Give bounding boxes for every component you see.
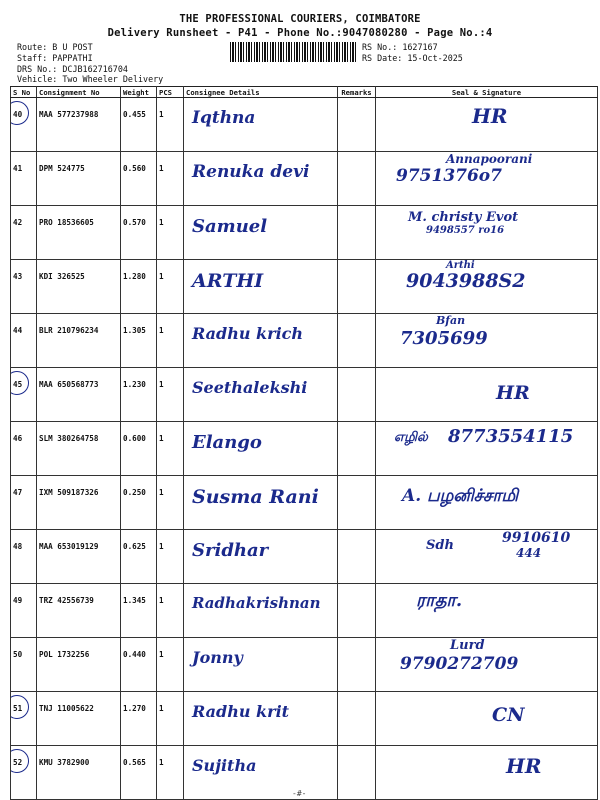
- pcs-cell: 1: [157, 476, 184, 530]
- pcs-cell: 1: [157, 746, 184, 800]
- remarks-cell: [338, 476, 376, 530]
- weight-cell: 0.565: [121, 746, 157, 800]
- consignment-number-cell: MAA 653019129: [37, 530, 121, 584]
- circled-serial-mark: [11, 749, 30, 773]
- consignee-signature-cell: [184, 530, 338, 584]
- weight-cell: 0.250: [121, 476, 157, 530]
- pcs-cell: 1: [157, 422, 184, 476]
- weight-cell: 0.455: [121, 98, 157, 152]
- table-row: [11, 206, 598, 260]
- consignee-handwriting: Jonny: [192, 648, 243, 667]
- table-row: [11, 314, 598, 368]
- seal-handwriting: 9910610: [502, 530, 571, 546]
- table-row: [11, 98, 598, 152]
- consignee-handwriting: Renuka devi: [192, 162, 310, 182]
- remarks-cell: [338, 692, 376, 746]
- table-row: [11, 260, 598, 314]
- remarks-cell: [338, 98, 376, 152]
- consignee-signature-cell: [184, 152, 338, 206]
- consignee-handwriting: Radhakrishnan: [192, 594, 321, 612]
- consignee-handwriting: Seethalekshi: [192, 378, 308, 397]
- pcs-cell: 1: [157, 638, 184, 692]
- consignment-number-cell: TRZ 42556739: [37, 584, 121, 638]
- table-row: [11, 476, 598, 530]
- serial-number-cell: 41: [11, 152, 37, 206]
- consignee-handwriting: Sujitha: [192, 756, 257, 775]
- remarks-cell: [338, 260, 376, 314]
- remarks-cell: [338, 530, 376, 584]
- col-pcs: PCS: [157, 87, 184, 98]
- consignee-handwriting: Elango: [192, 432, 262, 453]
- vehicle-label: Vehicle: Two Wheeler Delivery: [17, 74, 164, 84]
- weight-cell: 1.345: [121, 584, 157, 638]
- seal-signature-cell: [376, 368, 598, 422]
- weight-cell: 0.560: [121, 152, 157, 206]
- pcs-cell: 1: [157, 584, 184, 638]
- seal-handwriting: 444: [516, 546, 542, 560]
- consignee-signature-cell: [184, 260, 338, 314]
- consignee-handwriting: Radhu krit: [192, 702, 290, 721]
- rs-date: RS Date: 15-Oct-2025: [362, 53, 463, 63]
- remarks-cell: [338, 584, 376, 638]
- consignee-handwriting: Iqthna: [192, 108, 256, 128]
- table-row: [11, 638, 598, 692]
- seal-handwriting: M. christy Evot: [408, 210, 519, 225]
- circled-serial-mark: [11, 371, 30, 395]
- consignee-handwriting: Radhu krich: [192, 324, 304, 343]
- seal-handwriting: A. பழனிச்சாமி: [402, 486, 519, 506]
- table-header-row: [11, 87, 598, 98]
- consignee-signature-cell: [184, 368, 338, 422]
- serial-number-cell: 44: [11, 314, 37, 368]
- table-row: [11, 422, 598, 476]
- seal-handwriting: 9043988S2: [406, 270, 526, 292]
- serial-number-cell: 43: [11, 260, 37, 314]
- drs-number: DRS No.: DCJB162716704: [17, 64, 128, 74]
- consignee-handwriting: Samuel: [192, 216, 268, 237]
- col-consignment: Consignment No: [37, 87, 121, 98]
- serial-number-cell: 45: [11, 368, 37, 422]
- col-seal-signature: Seal & Signature: [376, 87, 598, 98]
- serial-number-cell: 46: [11, 422, 37, 476]
- route-label: Route: B U POST: [17, 42, 93, 52]
- seal-handwriting: 9790272709: [400, 654, 519, 674]
- pcs-cell: 1: [157, 98, 184, 152]
- seal-handwriting: Lurd: [450, 638, 485, 653]
- seal-handwriting: HR: [472, 104, 508, 128]
- remarks-cell: [338, 206, 376, 260]
- consignment-number-cell: PRO 18536605: [37, 206, 121, 260]
- seal-signature-cell: [376, 476, 598, 530]
- serial-number-cell: 51: [11, 692, 37, 746]
- runsheet-title: Delivery Runsheet - P41 - Phone No.:9047080280 - Page No.:4: [107, 27, 493, 39]
- seal-signature-cell: [376, 206, 598, 260]
- consignment-number-cell: BLR 210796234: [37, 314, 121, 368]
- pcs-cell: 1: [157, 530, 184, 584]
- serial-number-cell: 52: [11, 746, 37, 800]
- serial-number-cell: 40: [11, 98, 37, 152]
- consignee-signature-cell: [184, 638, 338, 692]
- seal-handwriting: எழில்: [394, 430, 428, 445]
- serial-number-cell: 49: [11, 584, 37, 638]
- consignee-handwriting: ARTHI: [192, 270, 264, 292]
- col-remarks: Remarks: [338, 87, 376, 98]
- consignment-number-cell: POL 1732256: [37, 638, 121, 692]
- consignment-number-cell: KMU 3782900: [37, 746, 121, 800]
- seal-signature-cell: [376, 746, 598, 800]
- seal-handwriting: HR: [496, 382, 530, 404]
- consignment-number-cell: MAA 650568773: [37, 368, 121, 422]
- seal-signature-cell: [376, 98, 598, 152]
- consignee-signature-cell: [184, 422, 338, 476]
- consignee-signature-cell: [184, 314, 338, 368]
- rs-number: RS No.: 1627167: [362, 42, 438, 52]
- seal-handwriting: 9498557 ro16: [426, 225, 505, 236]
- seal-signature-cell: [376, 530, 598, 584]
- consignment-number-cell: DPM 524775: [37, 152, 121, 206]
- company-title: THE PROFESSIONAL COURIERS, COIMBATORE: [179, 13, 421, 25]
- weight-cell: 0.625: [121, 530, 157, 584]
- seal-signature-cell: [376, 260, 598, 314]
- table-row: [11, 530, 598, 584]
- weight-cell: 0.570: [121, 206, 157, 260]
- consignee-signature-cell: [184, 584, 338, 638]
- seal-handwriting: Annapoorani: [446, 152, 533, 166]
- seal-handwriting: 7305699: [400, 328, 488, 349]
- remarks-cell: [338, 638, 376, 692]
- serial-number-cell: 42: [11, 206, 37, 260]
- col-consignee: Consignee Details: [184, 87, 338, 98]
- circled-serial-mark: [11, 695, 30, 719]
- col-weight: Weight: [121, 87, 157, 98]
- seal-handwriting: Sdh: [426, 538, 454, 553]
- consignee-signature-cell: [184, 98, 338, 152]
- consignee-handwriting: Susma Rani: [192, 486, 319, 508]
- serial-number-cell: 50: [11, 638, 37, 692]
- seal-handwriting: Arthi: [446, 260, 475, 271]
- circled-serial-mark: [11, 101, 30, 125]
- consignment-number-cell: MAA 577237988: [37, 98, 121, 152]
- consignment-number-cell: IXM 509187326: [37, 476, 121, 530]
- table-row: [11, 152, 598, 206]
- seal-handwriting: CN: [492, 704, 525, 726]
- table-row: [11, 368, 598, 422]
- seal-handwriting: HR: [506, 754, 542, 778]
- staff-label: Staff: PAPPATHI: [17, 53, 93, 63]
- serial-number-cell: 48: [11, 530, 37, 584]
- weight-cell: 1.270: [121, 692, 157, 746]
- pcs-cell: 1: [157, 368, 184, 422]
- consignment-number-cell: TNJ 11005622: [37, 692, 121, 746]
- weight-cell: 1.305: [121, 314, 157, 368]
- pcs-cell: 1: [157, 692, 184, 746]
- weight-cell: 1.280: [121, 260, 157, 314]
- seal-signature-cell: [376, 314, 598, 368]
- page-footer-mark: -#-: [292, 789, 307, 798]
- weight-cell: 0.440: [121, 638, 157, 692]
- weight-cell: 1.230: [121, 368, 157, 422]
- consignee-signature-cell: [184, 746, 338, 800]
- table-row: [11, 584, 598, 638]
- consignment-number-cell: KDI 326525: [37, 260, 121, 314]
- remarks-cell: [338, 368, 376, 422]
- consignee-signature-cell: [184, 692, 338, 746]
- seal-signature-cell: [376, 692, 598, 746]
- serial-number-cell: 47: [11, 476, 37, 530]
- runsheet-table: [10, 86, 598, 800]
- consignment-number-cell: SLM 380264758: [37, 422, 121, 476]
- col-sno: S No: [11, 87, 37, 98]
- seal-signature-cell: [376, 152, 598, 206]
- pcs-cell: 1: [157, 314, 184, 368]
- seal-signature-cell: [376, 638, 598, 692]
- seal-handwriting: 8773554115: [448, 426, 574, 447]
- pcs-cell: 1: [157, 260, 184, 314]
- weight-cell: 0.600: [121, 422, 157, 476]
- table-row: [11, 692, 598, 746]
- pcs-cell: 1: [157, 206, 184, 260]
- seal-handwriting: ராதா.: [416, 590, 463, 611]
- consignee-signature-cell: [184, 206, 338, 260]
- seal-handwriting: 9751376o7: [396, 166, 502, 186]
- consignee-handwriting: Sridhar: [192, 540, 269, 561]
- pcs-cell: 1: [157, 152, 184, 206]
- consignee-signature-cell: [184, 476, 338, 530]
- remarks-cell: [338, 746, 376, 800]
- remarks-cell: [338, 314, 376, 368]
- remarks-cell: [338, 422, 376, 476]
- seal-signature-cell: [376, 422, 598, 476]
- remarks-cell: [338, 152, 376, 206]
- barcode-image: [230, 42, 356, 62]
- seal-handwriting: Bfan: [436, 314, 466, 327]
- seal-signature-cell: [376, 584, 598, 638]
